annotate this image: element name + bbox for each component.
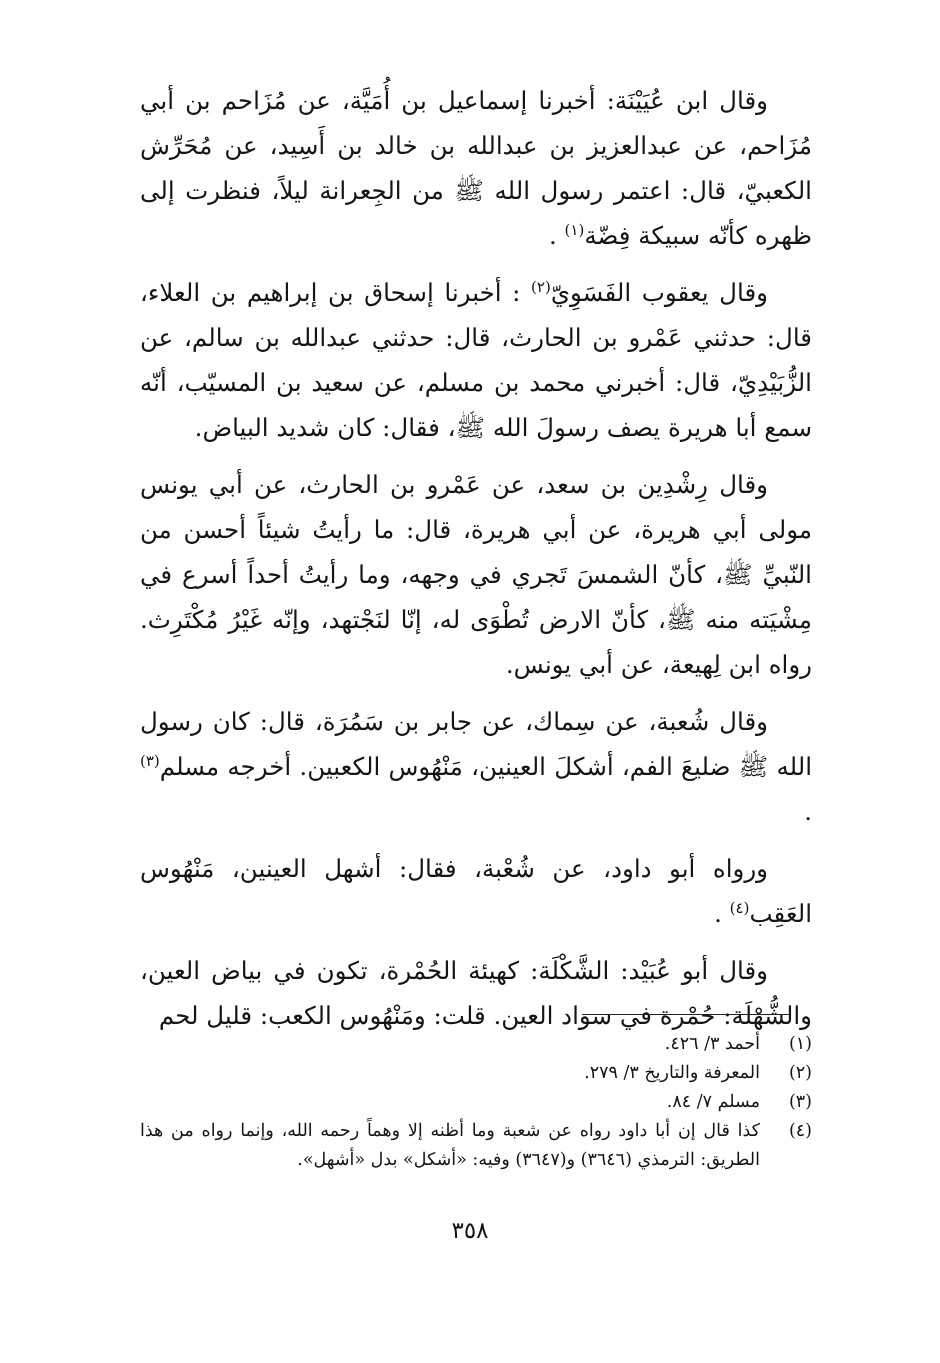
paragraph <box>140 78 812 258</box>
main-text <box>140 78 812 1038</box>
footnote-number: (١) <box>788 1034 812 1054</box>
footnote <box>140 1088 812 1117</box>
paragraph <box>140 699 812 834</box>
footnote-number: (٤) <box>788 1121 812 1141</box>
footnotes <box>140 1030 812 1175</box>
paragraph-text: ورواه أبو داود، عن شُعْبة، فقال: أشهل العينين، مَنْهُوس العَقِب <box>140 854 812 928</box>
paragraph-text: وقال شُعبة، عن سِماك، عن جابر بن سَمُرَة، قال: كان رسول الله ﷺ ضليعَ الفم، أشكلَ العينين، مَنْهُوس الكعبين. أخرجه مسلم <box>140 707 812 781</box>
paragraph <box>140 462 812 687</box>
footnote-ref: (٢) <box>531 277 551 296</box>
footnote-text: المعرفة والتاريخ ٣/ ٢٧٩. <box>584 1063 760 1083</box>
paragraph-text: وقال يعقوب الفَسَوِيّ <box>550 278 768 307</box>
footnote-separator <box>582 1014 790 1015</box>
paragraph-tail: . <box>714 899 730 928</box>
footnote-ref: (٣) <box>140 751 160 770</box>
paragraph-text: وقال ابن عُيَيْنَة: أخبرنا إسماعيل بن أُمَيَّة، عن مُزَاحم بن أبي مُزَاحم، عن عبدالعزيز بن عبدالله بن خالد بن أَسِيد، عن مُحَرِّش الكعبيّ، قال: اعتمر رسول الله ﷺ من الجِعرانة ليلاً، فنظرت إلى ظهره كأنّه سبيكة فِضّة <box>140 86 812 250</box>
paragraph <box>140 846 812 936</box>
paragraph-tail: . <box>804 797 812 826</box>
footnote-text: أحمد ٣/ ٤٢٦. <box>664 1034 760 1054</box>
footnote <box>140 1117 812 1175</box>
footnote <box>140 1030 812 1059</box>
paragraph <box>140 270 812 450</box>
footnote <box>140 1059 812 1088</box>
footnote-ref: (٤) <box>729 898 750 917</box>
paragraph-text: وقال أبو عُبَيْد: الشَّكْلَة: كهيئة الحُمْرة، تكون في بياض العين، والشُّهْلَة: حُمْرة في سواد العين. قلت: ومَنْهُوس الكعب: قليل لحم <box>140 956 812 1030</box>
footnote-ref: (١) <box>564 220 585 239</box>
paragraph-text: وقال رِشْدِين بن سعد، عن عَمْرو بن الحارث، عن أبي يونس مولى أبي هريرة، عن أبي هريرة، قال: ما رأيتُ شيئاً أحسن من النّبيِّ ﷺ، كأنّ الشمسَ تَجري في وجهه، وما رأيتُ أحداً أسرع في مِشْيَته منه ﷺ، كأنّ الارض تُطْوَى له، إنّا لنَجْتهد، وإنّه غَيْرُ مُكْتَرِث. رواه ابن لِهيعة، عن أبي يونس. <box>140 470 812 679</box>
paragraph-tail: . <box>548 221 565 250</box>
paragraph-tail: : أخبرنا إسحاق بن إبراهيم بن العلاء، قال: حدثني عَمْرو بن الحارث، قال: حدثني عبدالله بن سالم، عن الزُّبَيْدِيّ، قال: أخبرني محمد بن مسلم، عن سعيد بن المسيّب، أنّه سمع أبا هريرة يصف رسولَ الله ﷺ، فقال: كان شديد البياض. <box>140 278 812 442</box>
footnote-number: (٣) <box>788 1092 812 1112</box>
page-number: ٣٥٨ <box>451 1218 489 1244</box>
footnote-text: مسلم ٧/ ٨٤. <box>666 1092 760 1112</box>
footnote-text: كذا قال إن أبا داود رواه عن شعبة وما أظنه إلا وهماً رحمه الله، وإنما رواه من هذا الطريق: الترمذي (٣٦٤٦) و(٣٦٤٧) وفيه: «أشكل» بدل «أشهل». <box>140 1121 760 1170</box>
footnote-number: (٢) <box>788 1063 812 1083</box>
paragraph <box>140 948 812 1038</box>
